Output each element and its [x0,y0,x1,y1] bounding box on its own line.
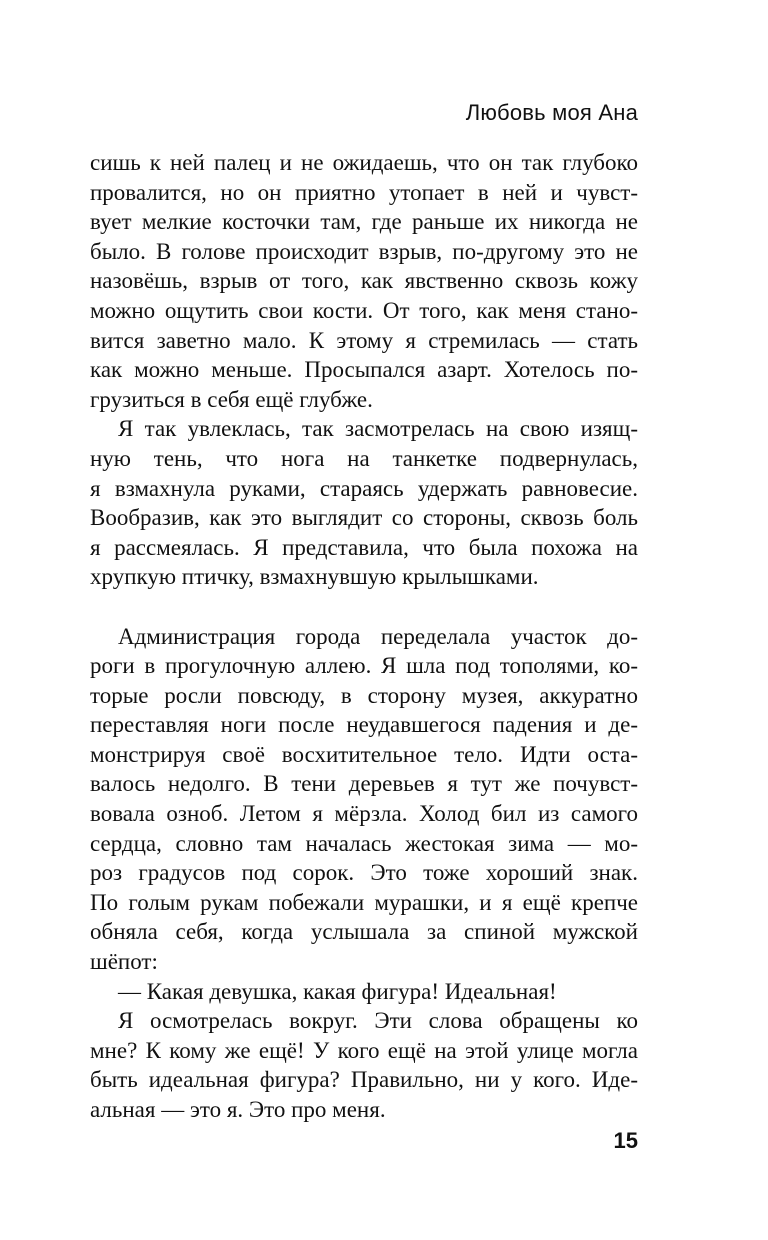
paragraph [90,1006,638,1124]
text-line: роги в прогулочную аллею. Я шла под тополями, ко- [90,653,638,679]
text-line: шёпот: [90,949,158,975]
text-line: назовёшь, взрыв от того, как явственно сквозь кожу [90,268,638,294]
text-line: было. В голове происходит взрыв, по-другому это не [90,238,638,264]
running-header: Любовь моя Ана [465,100,638,125]
text-line: вовала озноб. Летом я мёрзла. Холод бил из самого [90,801,638,827]
body-text [90,148,638,1125]
text-line: грузиться в себя ещё глубже. [90,386,373,412]
text-line: торые росли повсюду, в сторону музея, аккуратно [90,682,638,708]
text-line: — Какая девушка, какая фигура! Идеальная! [118,978,557,1004]
text-line: вует мелкие косточки там, где раньше их никогда не [90,209,638,235]
text-line: ную тень, что нога на танкетке подвернулась, [90,445,638,471]
paragraph [90,414,638,592]
text-line: провалится, но он приятно утопает в ней и чувст- [90,179,638,205]
dialogue-line [90,977,638,1007]
text-line: Я так увлеклась, так засмотрелась на свою изящ- [118,416,638,442]
text-line: можно ощутить свои кости. От того, как меня стано- [90,297,638,323]
text-line: валось недолго. В тени деревьев я тут же почувст- [90,771,638,797]
text-line: сишь к ней палец и не ожидаешь, что он так глубоко [90,150,638,175]
text-line: хрупкую птичку, взмахнувшую крылышками. [90,564,539,590]
text-line: мне? К кому же ещё! У кого ещё на этой улице могла [90,1037,638,1063]
text-line: я взмахнула руками, стараясь удержать равновесие. [90,475,638,501]
text-line: как можно меньше. Просыпался азарт. Хотелось по- [90,357,638,383]
text-line: я рассмеялась. Я представила, что была похожа на [90,534,638,560]
text-line: сердца, словно там началась жестокая зима — мо- [90,830,638,856]
paragraph [90,148,638,414]
text-line: Вообразив, как это выглядит со стороны, сквозь боль [90,505,638,531]
text-line: роз градусов под сорок. Это тоже хороший знак. [90,860,638,886]
text-line: вится заветно мало. К этому я стремилась — стать [90,327,638,353]
section-break [90,592,638,622]
text-line: Администрация города переделала участок до- [118,623,638,649]
page-number: 15 [613,1128,638,1153]
paragraph [90,622,638,977]
text-line: монстрируя своё восхитительное тело. Идти оста- [90,741,638,767]
text-line: переставляя ноги после неудавшегося падения и де- [90,712,638,738]
text-line: быть идеальная фигура? Правильно, ни у кого. Иде- [90,1067,638,1093]
text-line: обняла себя, когда услышала за спиной мужской [90,919,638,945]
text-line: По голым рукам побежали мурашки, и я ещё крепче [90,889,638,915]
text-line: альная — это я. Это про меня. [90,1097,386,1122]
text-line: Я осмотрелась вокруг. Эти слова обращены ко [118,1008,638,1034]
